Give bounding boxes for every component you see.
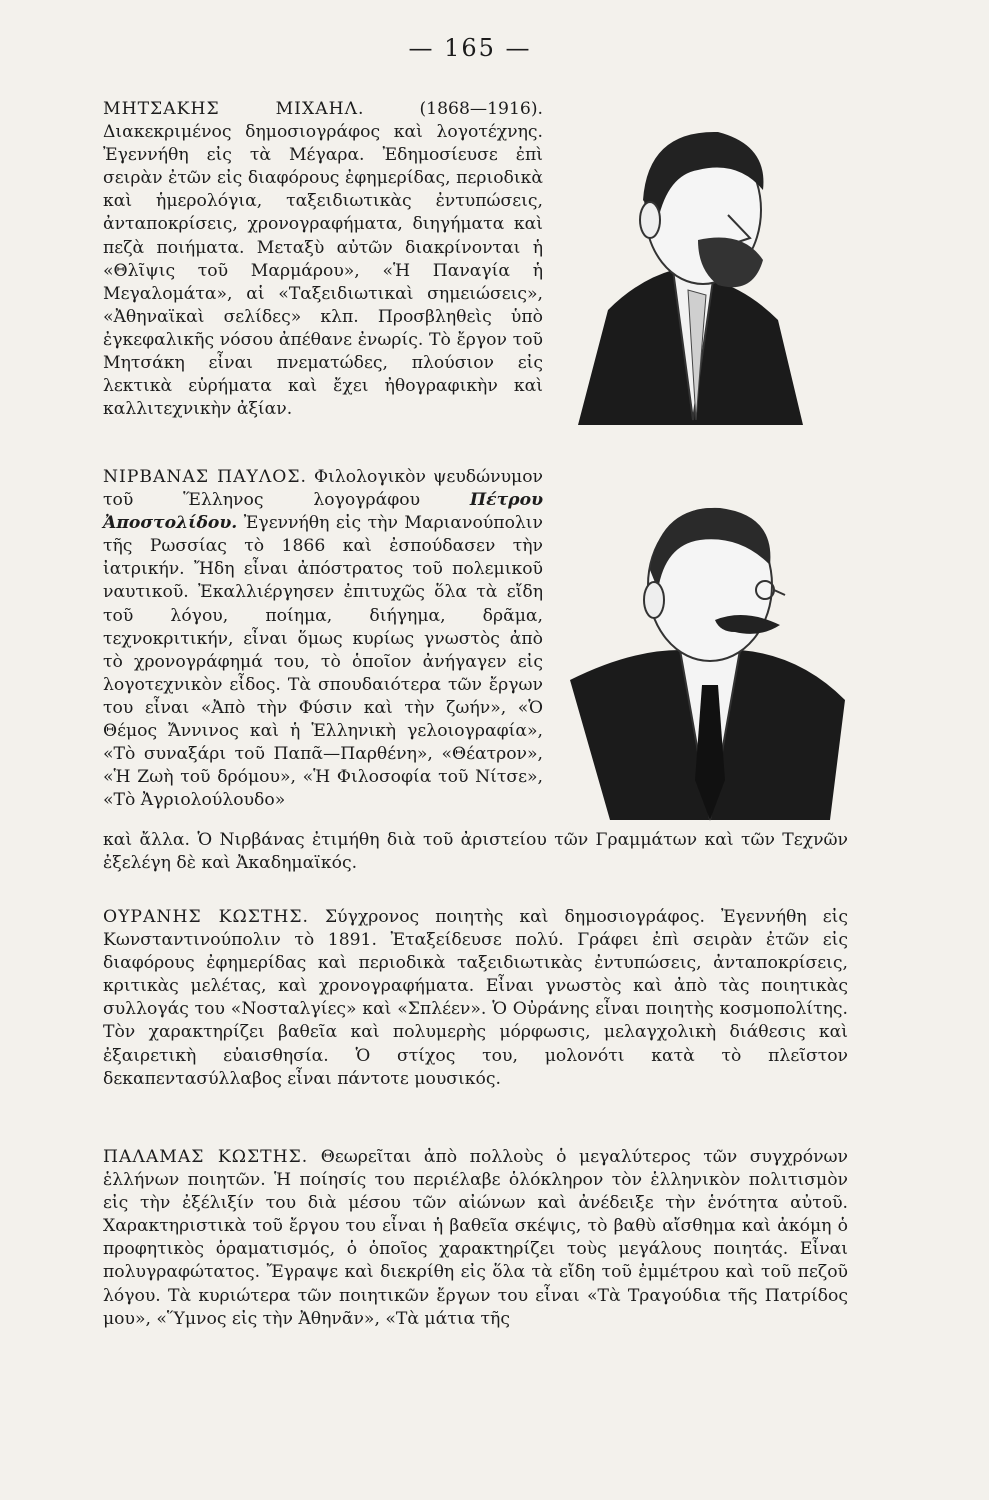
entry-name: ΟΥΡΑΝΗΣ ΚΩΣΤΗΣ. (103, 907, 309, 927)
entry-ouranis (103, 906, 848, 1091)
entry-name: ΜΗΤΣΑΚΗΣ ΜΙΧΑΗΛ. (103, 99, 365, 119)
portrait-nirvanas (570, 500, 850, 830)
entry-nirvanas-continued (103, 829, 848, 875)
portrait-mitsakis (578, 120, 808, 430)
entry-palamas (103, 1146, 848, 1331)
entry-text: καὶ ἄλλα. Ὁ Νιρβάνας ἐτιμήθη διὰ τοῦ ἀριστείου τῶν Γραμμάτων καὶ τῶν Τεχνῶν ἐξελέγη δὲ καὶ Ἀκαδημαϊκός. (103, 830, 848, 874)
real-name: Πέτρου Ἀποστολίδου. (103, 490, 543, 534)
entry-text: Σύγχρονος ποιητὴς καὶ δημοσιογράφος. Ἐγεννήθη εἰς Κωνσταντινούπολιν τὸ 1891. Ἐταξείδευσε πολύ. Γράφει ἐπὶ σειρὰν ἐτῶν εἰς διαφόρους ἐφημερίδας καὶ περιοδικὰ ταξειδιωτικὰς ἐντυπώσεις, ἀνταποκρίσεις, κριτικὰς μελέτας, καὶ χρονογραφήματα. Εἶναι γνωστὸς καὶ ἀπὸ τὰς ποιητικὰς συλλογάς του «Νοσταλγίες» καὶ «Σπλέεν». Ὁ Οὐράνης εἶναι ποιητὴς κοσμοπολίτης. Τὸν χαρακτηρίζει βαθεῖα καὶ πολυμερὴς μόρφωσις, μελαγχολικὴ διάθεσις καὶ ἐξαιρετικὴ εὐαισθησία. Ὁ στίχος του, μολονότι κατὰ τὸ πλεῖστον δεκαπεντασύλλαβος εἶναι πάντοτε μουσικός. (103, 907, 848, 1089)
entry-name: ΝΙΡΒΑΝΑΣ ΠΑΥΛΟΣ. (103, 467, 307, 487)
entry-text: Ἐγεννήθη εἰς τὴν Μαριανούπολιν τῆς Ρωσσίας τὸ 1866 καὶ ἐσπούδασεν τὴν ἰατρικήν. Ἤδη εἶναι ἀπόστρατος τοῦ πολεμικοῦ ναυτικοῦ. Ἐκαλλιέργησεν ἐπιτυχῶς ὅλα τὰ εἴδη τοῦ λόγου, ποίημα, διήγημα, δρᾶμα, τεχνοκριτικήν, εἶναι ὅμως κυρίως γνωστὸς ἀπὸ τὸ χρονογράφημά του, τὸ ὁποῖον ἀνήγαγεν εἰς λογοτεχνικὸν εἶδος. Τὰ σπουδαιότερα τῶν ἔργων του εἶναι «Ἀπὸ τὴν Φύσιν καὶ τὴν ζωήν», «Ὁ Θέμος Ἄννινος καὶ ἡ Ἑλληνικὴ γελοιογραφία», «Τὸ συναξάρι τοῦ Παπᾶ—Παρθένη», «Θέατρον», «Ἡ Ζωὴ τοῦ δρόμου», «Ἡ Φιλοσοφία τοῦ Νίτσε», «Τὸ Ἀγριολούλουδο» (103, 513, 543, 811)
entry-nirvanas (103, 466, 543, 812)
page-number: — 165 — (408, 34, 532, 62)
entry-mitsakis (103, 98, 543, 421)
entry-text: Θεωρεῖται ἀπὸ πολλοὺς ὁ μεγαλύτερος τῶν συγχρόνων ἑλλήνων ποιητῶν. Ἡ ποίησίς του περιέλαβε ὁλόκληρον τὸν ἑλληνικὸν πολιτισμὸν εἰς τὴν ἐξέλιξίν του διὰ μέσου τῶν αἰώνων καὶ ἀνέδειξε τὴν ἑνότητα αὐτοῦ. Χαρακτηριστικὰ τοῦ ἔργου του εἶναι ἡ βαθεῖα σκέψις, τὸ βαθὺ αἴσθημα καὶ ἀκόμη ὁ προφητικὸς ὁραματισμός, ὁ ὁποῖος χαρακτηρίζει τοὺς μεγάλους ποιητάς. Εἶναι πολυγραφώτατος. Ἔγραψε καὶ διεκρίθη εἰς ὅλα τὰ εἴδη τοῦ ἐμμέτρου καὶ τοῦ πεζοῦ λόγου. Τὰ κυριώτερα τῶν ποιητικῶν ἔργων του εἶναι «Τὰ Τραγούδια τῆς Πατρίδος μου», «Ὕμνος εἰς τὴν Ἀθηνᾶν», «Τὰ μάτια τῆς (103, 1147, 848, 1329)
entry-name: ΠΑΛΑΜΑΣ ΚΩΣΤΗΣ. (103, 1147, 309, 1167)
entry-text: Φιλολογικὸν ψευδώνυμον τοῦ Ἕλληνος λογογράφου (103, 467, 544, 511)
entry-text: (1868—1916). Διακεκριμένος δημοσιογράφος καὶ λογοτέχνης. Ἐγεννήθη εἰς τὰ Μέγαρα. Ἐδημοσίευσε ἐπὶ σειρὰν ἐτῶν εἰς διαφόρους ἐφημερίδας, περιοδικὰ καὶ ἡμερολόγια, ταξειδιωτικὰς ἐντυπώσεις, ἀνταποκρίσεις, χρονογραφήματα, διηγήματα καὶ πεζὰ ποιήματα. Μεταξὺ αὐτῶν διακρίνονται ἡ «Θλῖψις τοῦ Μαρμάρου», «Ἡ Παναγία ἡ Μεγαλομάτα», αἱ «Ταξειδιωτικαὶ σημειώσεις», «Ἀθηναϊκαὶ σελίδες» κλπ. Προσβληθεὶς ὑπὸ ἐγκεφαλικῆς νόσου ἀπέθανε ἐνωρίς. Τὸ ἔργον τοῦ Μητσάκη εἶναι πνεματώδες, πλούσιον εἰς λεκτικὰ εὑρήματα καὶ ἔχει ἠθογραφικὴν καὶ καλλιτεχνικὴν ἀξίαν. (103, 99, 544, 420)
